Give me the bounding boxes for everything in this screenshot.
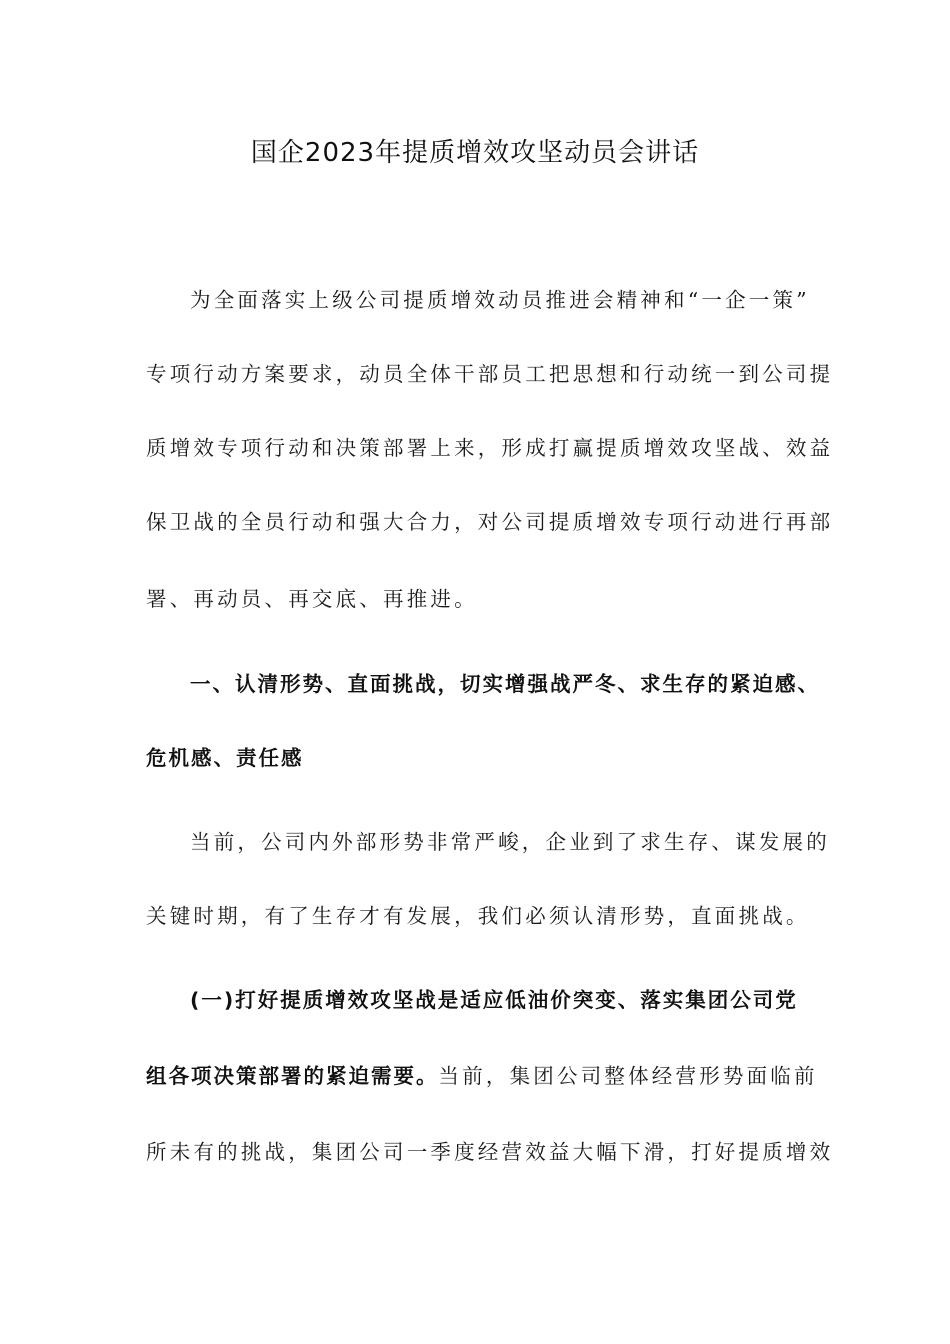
subsection-1-heading-line-1: (一)打好提质增效攻坚战是适应低油价突变、落实集团公司党 xyxy=(190,988,798,1012)
subsection-1-line-3: 所未有的挑战，集团公司一季度经营效益大幅下滑，打好提质增效 xyxy=(146,1140,834,1164)
intro-line-2: 专项行动方案要求，动员全体干部员工把思想和行动统一到公司提 xyxy=(146,362,834,386)
section-1-heading-line-2: 危机感、责任感 xyxy=(146,746,304,770)
intro-line-4: 保卫战的全员行动和强大合力，对公司提质增效专项行动进行再部 xyxy=(146,510,834,534)
intro-line-5: 署、再动员、再交底、再推进。 xyxy=(146,587,478,611)
document-title: 国企2023年提质增效攻坚动员会讲话 xyxy=(250,138,700,168)
section-1-para-line-1: 当前，公司内外部形势非常严峻，企业到了求生存、谋发展的 xyxy=(190,830,830,854)
subsection-1-line-2-text: 当前，集团公司整体经营形势面临前 xyxy=(438,1064,818,1088)
subsection-1-heading-line-2: 组各项决策部署的紧迫需要。 xyxy=(146,1064,439,1088)
intro-line-3: 质增效专项行动和决策部署上来，形成打赢提质增效攻坚战、效益 xyxy=(146,436,834,460)
section-1-heading-line-1: 一、认清形势、直面挑战，切实增强战严冬、求生存的紧迫感、 xyxy=(190,672,820,696)
subsection-1-line-2 xyxy=(146,1056,818,1096)
intro-line-1: 为全面落实上级公司提质增效动员推进会精神和“一企一策” xyxy=(190,288,810,312)
section-1-para-line-2: 关键时期，有了生存才有发展，我们必须认清形势，直面挑战。 xyxy=(146,904,810,928)
